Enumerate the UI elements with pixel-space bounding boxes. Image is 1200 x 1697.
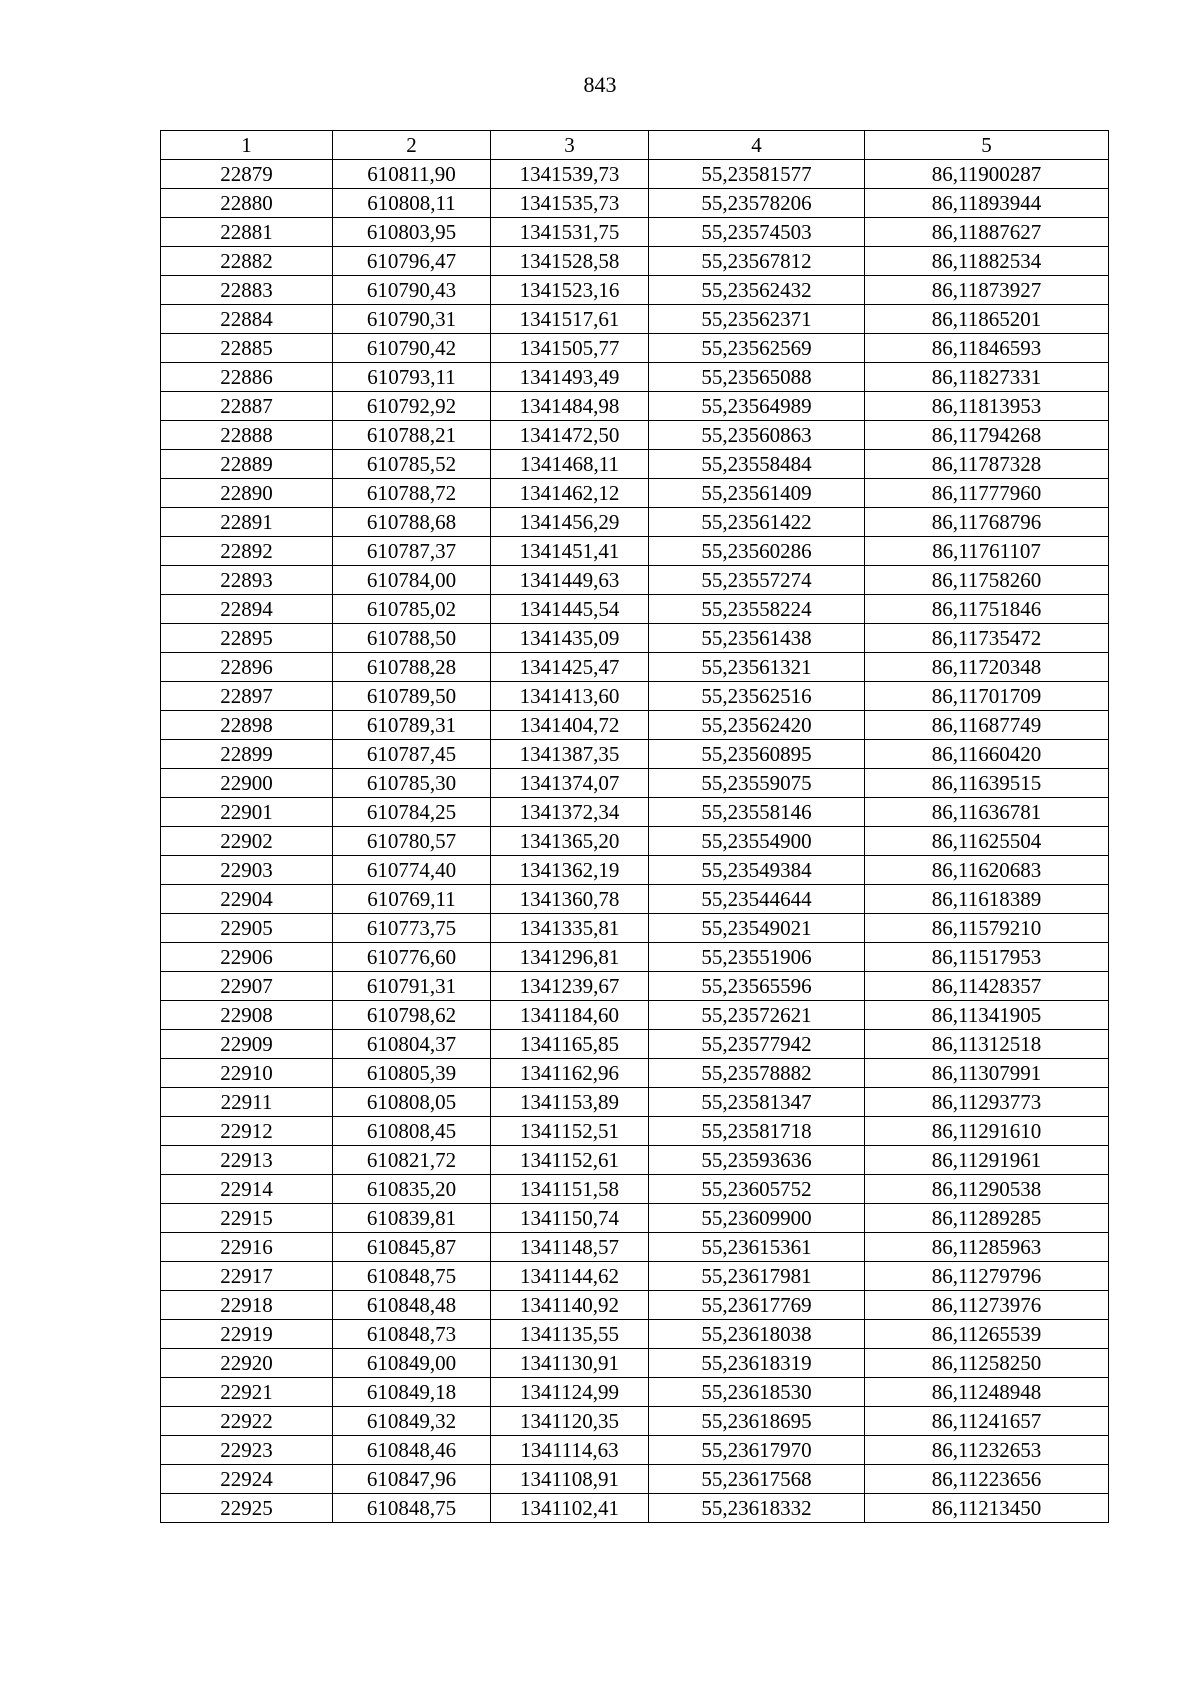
table-cell-col-4: 55,23559075 (649, 769, 865, 798)
table-cell-col-4: 55,23561409 (649, 479, 865, 508)
table-cell-col-5: 86,11307991 (865, 1059, 1109, 1088)
table-cell-col-1: 22902 (161, 827, 333, 856)
table-cell-col-3: 1341435,09 (491, 624, 649, 653)
table-cell-col-1: 22922 (161, 1407, 333, 1436)
table-row (161, 421, 1109, 450)
table-cell-col-3: 1341184,60 (491, 1001, 649, 1030)
table-cell-col-4: 55,23560895 (649, 740, 865, 769)
table-cell-col-3: 1341135,55 (491, 1320, 649, 1349)
table-cell-col-1: 22891 (161, 508, 333, 537)
table-cell-col-4: 55,23558484 (649, 450, 865, 479)
table-cell-col-4: 55,23562569 (649, 334, 865, 363)
table-cell-col-1: 22920 (161, 1349, 333, 1378)
table-row (161, 1291, 1109, 1320)
table-row (161, 914, 1109, 943)
table-cell-col-5: 86,11794268 (865, 421, 1109, 450)
table-cell-col-3: 1341114,63 (491, 1436, 649, 1465)
table-cell-col-4: 55,23615361 (649, 1233, 865, 1262)
table-cell-col-3: 1341484,98 (491, 392, 649, 421)
column-header-4: 4 (649, 131, 865, 160)
table-row (161, 537, 1109, 566)
table-cell-col-3: 1341239,67 (491, 972, 649, 1001)
table-row (161, 1059, 1109, 1088)
table-cell-col-5: 86,11279796 (865, 1262, 1109, 1291)
table-cell-col-1: 22918 (161, 1291, 333, 1320)
table-cell-col-2: 610787,37 (333, 537, 491, 566)
table-cell-col-4: 55,23617769 (649, 1291, 865, 1320)
table-row (161, 1436, 1109, 1465)
table-cell-col-2: 610849,32 (333, 1407, 491, 1436)
table-cell-col-2: 610790,31 (333, 305, 491, 334)
table-cell-col-2: 610805,39 (333, 1059, 491, 1088)
table-cell-col-3: 1341425,47 (491, 653, 649, 682)
table-cell-col-4: 55,23562371 (649, 305, 865, 334)
table-cell-col-5: 86,11428357 (865, 972, 1109, 1001)
table-cell-col-2: 610839,81 (333, 1204, 491, 1233)
table-cell-col-3: 1341493,49 (491, 363, 649, 392)
table-row (161, 334, 1109, 363)
table-cell-col-3: 1341360,78 (491, 885, 649, 914)
table-cell-col-4: 55,23565596 (649, 972, 865, 1001)
table-row (161, 1001, 1109, 1030)
table-cell-col-1: 22898 (161, 711, 333, 740)
table-cell-col-4: 55,23562420 (649, 711, 865, 740)
table-cell-col-5: 86,11232653 (865, 1436, 1109, 1465)
table-row (161, 1175, 1109, 1204)
table-cell-col-2: 610790,43 (333, 276, 491, 305)
table-cell-col-1: 22894 (161, 595, 333, 624)
table-cell-col-5: 86,11290538 (865, 1175, 1109, 1204)
table-cell-col-4: 55,23618332 (649, 1494, 865, 1523)
table-cell-col-1: 22912 (161, 1117, 333, 1146)
table-cell-col-3: 1341162,96 (491, 1059, 649, 1088)
table-cell-col-3: 1341505,77 (491, 334, 649, 363)
table-row (161, 276, 1109, 305)
table-cell-col-2: 610784,00 (333, 566, 491, 595)
table-cell-col-3: 1341535,73 (491, 189, 649, 218)
table-cell-col-1: 22897 (161, 682, 333, 711)
table-cell-col-5: 86,11735472 (865, 624, 1109, 653)
table-cell-col-4: 55,23554900 (649, 827, 865, 856)
table-cell-col-3: 1341335,81 (491, 914, 649, 943)
table-row (161, 363, 1109, 392)
table-cell-col-5: 86,11827331 (865, 363, 1109, 392)
table-cell-col-5: 86,11618389 (865, 885, 1109, 914)
table-row (161, 1262, 1109, 1291)
table-cell-col-3: 1341150,74 (491, 1204, 649, 1233)
table-row (161, 943, 1109, 972)
table-cell-col-1: 22885 (161, 334, 333, 363)
table-row (161, 1320, 1109, 1349)
table-cell-col-1: 22916 (161, 1233, 333, 1262)
table-cell-col-2: 610848,75 (333, 1262, 491, 1291)
table-row (161, 1378, 1109, 1407)
table-cell-col-3: 1341472,50 (491, 421, 649, 450)
table-cell-col-5: 86,11687749 (865, 711, 1109, 740)
table-cell-col-4: 55,23560286 (649, 537, 865, 566)
table-row (161, 798, 1109, 827)
table-cell-col-3: 1341365,20 (491, 827, 649, 856)
table-cell-col-2: 610789,31 (333, 711, 491, 740)
table-cell-col-1: 22881 (161, 218, 333, 247)
table-cell-col-3: 1341523,16 (491, 276, 649, 305)
table-cell-col-1: 22911 (161, 1088, 333, 1117)
table-cell-col-3: 1341387,35 (491, 740, 649, 769)
table-cell-col-2: 610808,45 (333, 1117, 491, 1146)
table-cell-col-5: 86,11758260 (865, 566, 1109, 595)
column-header-3: 3 (491, 131, 649, 160)
table-cell-col-2: 610821,72 (333, 1146, 491, 1175)
table-cell-col-3: 1341130,91 (491, 1349, 649, 1378)
table-cell-col-3: 1341165,85 (491, 1030, 649, 1059)
coordinates-table (160, 130, 1109, 1523)
table-body (161, 160, 1109, 1523)
table-cell-col-5: 86,11768796 (865, 508, 1109, 537)
table-cell-col-4: 55,23578206 (649, 189, 865, 218)
table-cell-col-5: 86,11625504 (865, 827, 1109, 856)
table-row (161, 653, 1109, 682)
table-cell-col-1: 22888 (161, 421, 333, 450)
table-row (161, 885, 1109, 914)
table-cell-col-1: 22909 (161, 1030, 333, 1059)
table-cell-col-4: 55,23578882 (649, 1059, 865, 1088)
table-cell-col-5: 86,11900287 (865, 160, 1109, 189)
table-cell-col-2: 610803,95 (333, 218, 491, 247)
table-row (161, 1349, 1109, 1378)
table-cell-col-3: 1341124,99 (491, 1378, 649, 1407)
column-header-1: 1 (161, 131, 333, 160)
table-cell-col-1: 22924 (161, 1465, 333, 1494)
table-cell-col-5: 86,11213450 (865, 1494, 1109, 1523)
table-cell-col-5: 86,11787328 (865, 450, 1109, 479)
table-cell-col-1: 22899 (161, 740, 333, 769)
table-cell-col-2: 610792,92 (333, 392, 491, 421)
table-cell-col-3: 1341152,51 (491, 1117, 649, 1146)
table-cell-col-3: 1341445,54 (491, 595, 649, 624)
table-cell-col-4: 55,23565088 (649, 363, 865, 392)
table-cell-col-2: 610788,21 (333, 421, 491, 450)
table-cell-col-4: 55,23562432 (649, 276, 865, 305)
table-cell-col-3: 1341153,89 (491, 1088, 649, 1117)
table-cell-col-4: 55,23618695 (649, 1407, 865, 1436)
table-cell-col-5: 86,11873927 (865, 276, 1109, 305)
table-row (161, 1030, 1109, 1059)
table-cell-col-2: 610808,11 (333, 189, 491, 218)
table-cell-col-1: 22896 (161, 653, 333, 682)
table-row (161, 479, 1109, 508)
table-cell-col-5: 86,11893944 (865, 189, 1109, 218)
table-cell-col-4: 55,23562516 (649, 682, 865, 711)
table-cell-col-5: 86,11620683 (865, 856, 1109, 885)
table-cell-col-4: 55,23609900 (649, 1204, 865, 1233)
table-cell-col-4: 55,23605752 (649, 1175, 865, 1204)
table-cell-col-2: 610848,75 (333, 1494, 491, 1523)
table-cell-col-4: 55,23558224 (649, 595, 865, 624)
table-cell-col-2: 610793,11 (333, 363, 491, 392)
table-cell-col-2: 610785,30 (333, 769, 491, 798)
table-cell-col-2: 610791,31 (333, 972, 491, 1001)
table-row (161, 1146, 1109, 1175)
table-row (161, 566, 1109, 595)
table-row (161, 1088, 1109, 1117)
table-row (161, 1233, 1109, 1262)
column-header-5: 5 (865, 131, 1109, 160)
table-cell-col-3: 1341120,35 (491, 1407, 649, 1436)
table-cell-col-5: 86,11293773 (865, 1088, 1109, 1117)
table-cell-col-1: 22884 (161, 305, 333, 334)
table-cell-col-5: 86,11312518 (865, 1030, 1109, 1059)
table-cell-col-1: 22882 (161, 247, 333, 276)
table-row (161, 508, 1109, 537)
table-cell-col-5: 86,11813953 (865, 392, 1109, 421)
table-cell-col-4: 55,23567812 (649, 247, 865, 276)
table-cell-col-5: 86,11887627 (865, 218, 1109, 247)
table-cell-col-2: 610769,11 (333, 885, 491, 914)
table-row (161, 827, 1109, 856)
table-row (161, 160, 1109, 189)
table-cell-col-1: 22895 (161, 624, 333, 653)
table-cell-col-2: 610773,75 (333, 914, 491, 943)
table-cell-col-1: 22905 (161, 914, 333, 943)
table-cell-col-4: 55,23618038 (649, 1320, 865, 1349)
table-cell-col-2: 610835,20 (333, 1175, 491, 1204)
table-cell-col-5: 86,11636781 (865, 798, 1109, 827)
table-cell-col-2: 610848,73 (333, 1320, 491, 1349)
table-cell-col-2: 610785,02 (333, 595, 491, 624)
table-row (161, 1494, 1109, 1523)
table-cell-col-4: 55,23618530 (649, 1378, 865, 1407)
table-cell-col-4: 55,23551906 (649, 943, 865, 972)
table-row (161, 450, 1109, 479)
table-cell-col-2: 610776,60 (333, 943, 491, 972)
table-cell-col-4: 55,23581577 (649, 160, 865, 189)
table-cell-col-1: 22903 (161, 856, 333, 885)
table-cell-col-5: 86,11777960 (865, 479, 1109, 508)
table-cell-col-5: 86,11846593 (865, 334, 1109, 363)
table-cell-col-1: 22910 (161, 1059, 333, 1088)
table-cell-col-2: 610789,50 (333, 682, 491, 711)
table-cell-col-3: 1341451,41 (491, 537, 649, 566)
table-cell-col-4: 55,23577942 (649, 1030, 865, 1059)
table-cell-col-2: 610848,48 (333, 1291, 491, 1320)
table-cell-col-4: 55,23560863 (649, 421, 865, 450)
table-cell-col-3: 1341462,12 (491, 479, 649, 508)
table-cell-col-1: 22886 (161, 363, 333, 392)
table-cell-col-1: 22923 (161, 1436, 333, 1465)
table-cell-col-3: 1341539,73 (491, 160, 649, 189)
table-cell-col-1: 22880 (161, 189, 333, 218)
table-cell-col-4: 55,23581718 (649, 1117, 865, 1146)
table-cell-col-3: 1341468,11 (491, 450, 649, 479)
table-cell-col-5: 86,11865201 (865, 305, 1109, 334)
table-cell-col-1: 22879 (161, 160, 333, 189)
table-cell-col-3: 1341372,34 (491, 798, 649, 827)
table-row (161, 1407, 1109, 1436)
table-cell-col-4: 55,23558146 (649, 798, 865, 827)
table-cell-col-3: 1341404,72 (491, 711, 649, 740)
table-cell-col-3: 1341531,75 (491, 218, 649, 247)
table-cell-col-3: 1341102,41 (491, 1494, 649, 1523)
table-cell-col-4: 55,23581347 (649, 1088, 865, 1117)
table-cell-col-2: 610849,18 (333, 1378, 491, 1407)
table-cell-col-1: 22883 (161, 276, 333, 305)
table-row (161, 1204, 1109, 1233)
table-cell-col-1: 22915 (161, 1204, 333, 1233)
table-cell-col-1: 22892 (161, 537, 333, 566)
header-row (161, 131, 1109, 160)
table-cell-col-1: 22925 (161, 1494, 333, 1523)
table-cell-col-5: 86,11248948 (865, 1378, 1109, 1407)
table-cell-col-2: 610784,25 (333, 798, 491, 827)
table-cell-col-2: 610788,68 (333, 508, 491, 537)
table-cell-col-2: 610798,62 (333, 1001, 491, 1030)
table-cell-col-3: 1341151,58 (491, 1175, 649, 1204)
table-cell-col-5: 86,11291610 (865, 1117, 1109, 1146)
page-number: 843 (583, 72, 617, 97)
table-cell-col-3: 1341108,91 (491, 1465, 649, 1494)
table-cell-col-2: 610785,52 (333, 450, 491, 479)
table-row (161, 247, 1109, 276)
table-cell-col-4: 55,23549384 (649, 856, 865, 885)
table-cell-col-3: 1341517,61 (491, 305, 649, 334)
table-cell-col-2: 610849,00 (333, 1349, 491, 1378)
table-cell-col-1: 22890 (161, 479, 333, 508)
table-cell-col-5: 86,11701709 (865, 682, 1109, 711)
table-cell-col-2: 610845,87 (333, 1233, 491, 1262)
table-cell-col-2: 610811,90 (333, 160, 491, 189)
table-cell-col-4: 55,23557274 (649, 566, 865, 595)
table-cell-col-4: 55,23617970 (649, 1436, 865, 1465)
table-row (161, 682, 1109, 711)
table-cell-col-4: 55,23561321 (649, 653, 865, 682)
table-cell-col-3: 1341362,19 (491, 856, 649, 885)
column-header-2: 2 (333, 131, 491, 160)
table-cell-col-5: 86,11720348 (865, 653, 1109, 682)
table-cell-col-1: 22908 (161, 1001, 333, 1030)
table-cell-col-1: 22887 (161, 392, 333, 421)
table-cell-col-2: 610788,50 (333, 624, 491, 653)
table-header (161, 131, 1109, 160)
table-cell-col-3: 1341148,57 (491, 1233, 649, 1262)
table-cell-col-2: 610808,05 (333, 1088, 491, 1117)
table-row (161, 189, 1109, 218)
table-row (161, 624, 1109, 653)
table-cell-col-5: 86,11285963 (865, 1233, 1109, 1262)
table-row (161, 1465, 1109, 1494)
table-cell-col-4: 55,23572621 (649, 1001, 865, 1030)
table-cell-col-4: 55,23549021 (649, 914, 865, 943)
table-row (161, 711, 1109, 740)
table-cell-col-1: 22904 (161, 885, 333, 914)
table-cell-col-1: 22913 (161, 1146, 333, 1175)
table-cell-col-3: 1341413,60 (491, 682, 649, 711)
table-row (161, 305, 1109, 334)
table-cell-col-3: 1341374,07 (491, 769, 649, 798)
table-cell-col-2: 610796,47 (333, 247, 491, 276)
table-row (161, 972, 1109, 1001)
table-cell-col-5: 86,11341905 (865, 1001, 1109, 1030)
table-cell-col-5: 86,11289285 (865, 1204, 1109, 1233)
table-cell-col-2: 610774,40 (333, 856, 491, 885)
table-cell-col-4: 55,23617981 (649, 1262, 865, 1291)
table-cell-col-2: 610848,46 (333, 1436, 491, 1465)
table-row (161, 595, 1109, 624)
table-cell-col-4: 55,23561438 (649, 624, 865, 653)
table-cell-col-5: 86,11241657 (865, 1407, 1109, 1436)
table-cell-col-2: 610787,45 (333, 740, 491, 769)
table-cell-col-1: 22893 (161, 566, 333, 595)
table-cell-col-5: 86,11751846 (865, 595, 1109, 624)
table-row (161, 769, 1109, 798)
table-cell-col-1: 22900 (161, 769, 333, 798)
table-cell-col-5: 86,11882534 (865, 247, 1109, 276)
table-cell-col-1: 22901 (161, 798, 333, 827)
table-row (161, 856, 1109, 885)
table-cell-col-2: 610790,42 (333, 334, 491, 363)
table-cell-col-5: 86,11517953 (865, 943, 1109, 972)
table-row (161, 740, 1109, 769)
table-cell-col-1: 22889 (161, 450, 333, 479)
table-cell-col-2: 610788,28 (333, 653, 491, 682)
table-cell-col-1: 22921 (161, 1378, 333, 1407)
table-cell-col-4: 55,23617568 (649, 1465, 865, 1494)
table-cell-col-3: 1341152,61 (491, 1146, 649, 1175)
table-cell-col-5: 86,11639515 (865, 769, 1109, 798)
table-cell-col-3: 1341528,58 (491, 247, 649, 276)
table-cell-col-5: 86,11258250 (865, 1349, 1109, 1378)
table-cell-col-4: 55,23574503 (649, 218, 865, 247)
table-cell-col-2: 610847,96 (333, 1465, 491, 1494)
table-cell-col-2: 610780,57 (333, 827, 491, 856)
table-cell-col-4: 55,23593636 (649, 1146, 865, 1175)
table-cell-col-2: 610804,37 (333, 1030, 491, 1059)
table-cell-col-1: 22919 (161, 1320, 333, 1349)
table-cell-col-3: 1341449,63 (491, 566, 649, 595)
table-row (161, 218, 1109, 247)
table-cell-col-4: 55,23561422 (649, 508, 865, 537)
table-cell-col-4: 55,23618319 (649, 1349, 865, 1378)
table-cell-col-3: 1341296,81 (491, 943, 649, 972)
table-row (161, 1117, 1109, 1146)
table-cell-col-1: 22914 (161, 1175, 333, 1204)
table-cell-col-3: 1341140,92 (491, 1291, 649, 1320)
table-cell-col-5: 86,11273976 (865, 1291, 1109, 1320)
table-cell-col-4: 55,23564989 (649, 392, 865, 421)
table-cell-col-3: 1341144,62 (491, 1262, 649, 1291)
table-cell-col-5: 86,11660420 (865, 740, 1109, 769)
table-cell-col-5: 86,11265539 (865, 1320, 1109, 1349)
table-cell-col-5: 86,11291961 (865, 1146, 1109, 1175)
table-cell-col-4: 55,23544644 (649, 885, 865, 914)
table-cell-col-1: 22917 (161, 1262, 333, 1291)
table-cell-col-1: 22907 (161, 972, 333, 1001)
table-cell-col-5: 86,11579210 (865, 914, 1109, 943)
table-cell-col-5: 86,11761107 (865, 537, 1109, 566)
table-cell-col-2: 610788,72 (333, 479, 491, 508)
table-row (161, 392, 1109, 421)
table-cell-col-1: 22906 (161, 943, 333, 972)
table-cell-col-3: 1341456,29 (491, 508, 649, 537)
table-cell-col-5: 86,11223656 (865, 1465, 1109, 1494)
